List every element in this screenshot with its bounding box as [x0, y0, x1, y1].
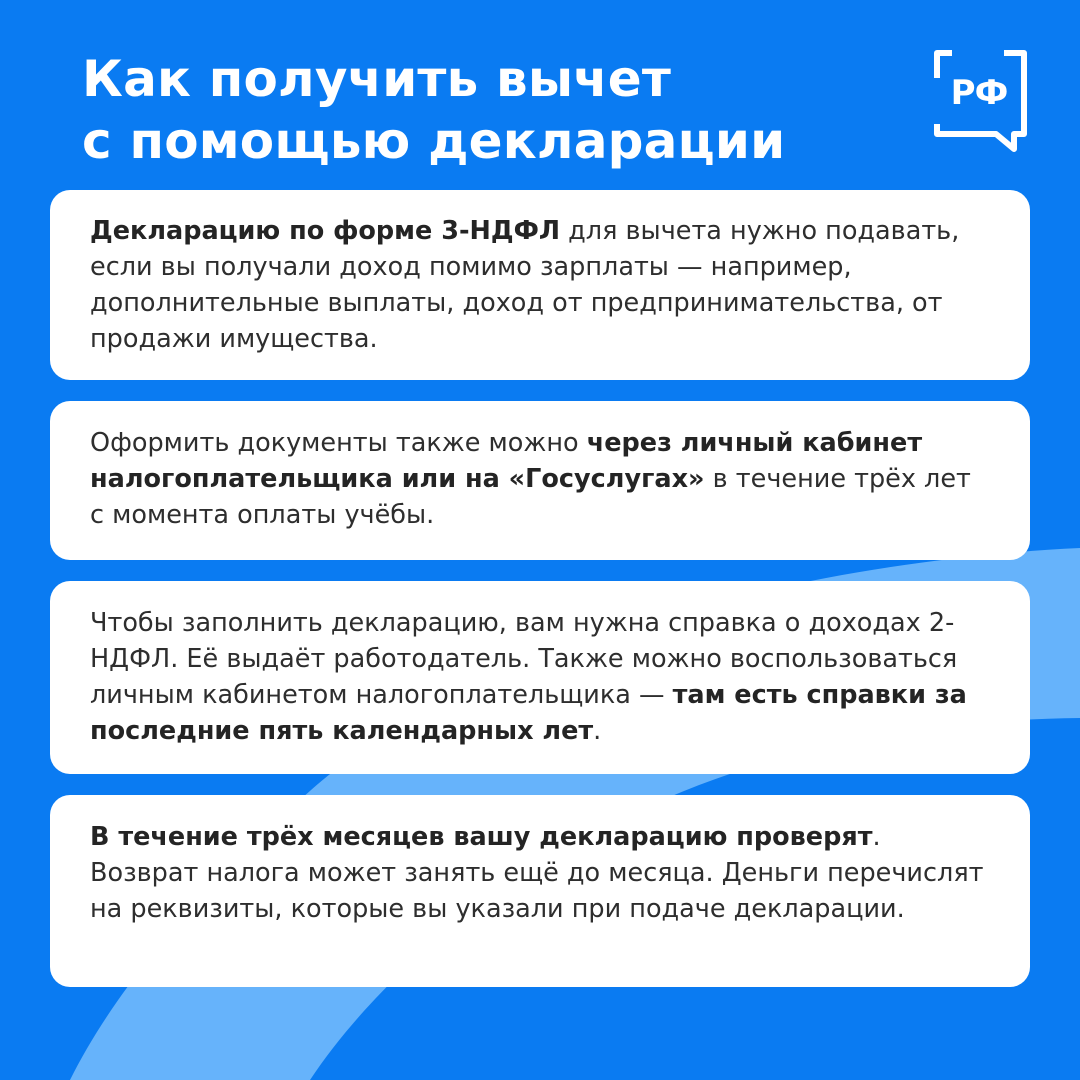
card-bold-text: Декларацию по форме 3-НДФЛ — [90, 216, 561, 246]
card-regular-text: в течение трёх лет с момента оплаты учёбы. — [90, 464, 971, 530]
info-card-online — [50, 401, 1030, 560]
info-card-declaration — [50, 190, 1030, 380]
rf-logo — [934, 50, 1030, 152]
info-card-verification — [50, 795, 1030, 987]
card-text — [90, 605, 990, 749]
card-regular-text: Чтобы заполнить декларацию, вам нужна справка о доходах 2-НДФЛ. Её выдаёт работодатель. Также можно воспользоваться личным кабинетом налогоплательщика — — [90, 608, 958, 710]
card-text — [90, 213, 990, 357]
card-text — [90, 425, 990, 533]
card-bold-text: В течение трёх месяцев вашу декларацию проверят — [90, 822, 873, 852]
logo-text: РФ — [950, 73, 1008, 113]
title-line-1: Как получить вычет — [82, 50, 672, 108]
card-regular-text: . Возврат налога может занять ещё до месяца. Деньги перечислят на реквизиты, которые вы указали при подаче декларации. — [90, 822, 984, 924]
card-regular-text: . — [593, 716, 602, 746]
card-bold-text: через личный кабинет налогоплательщика или на «Госуслугах» — [90, 428, 923, 494]
card-text — [90, 819, 990, 927]
info-card-income-statement — [50, 581, 1030, 774]
title-line-2: с помощью декларации — [82, 112, 786, 170]
card-regular-text: для вычета нужно подавать, если вы получали доход помимо зарплаты — например, дополнительные выплаты, доход от предпринимательства, от продажи имущества. — [90, 216, 960, 354]
card-bold-text: там есть справки за последние пять календарных лет — [90, 680, 967, 746]
card-regular-text: Оформить документы также можно — [90, 428, 587, 458]
page-title — [82, 48, 785, 172]
